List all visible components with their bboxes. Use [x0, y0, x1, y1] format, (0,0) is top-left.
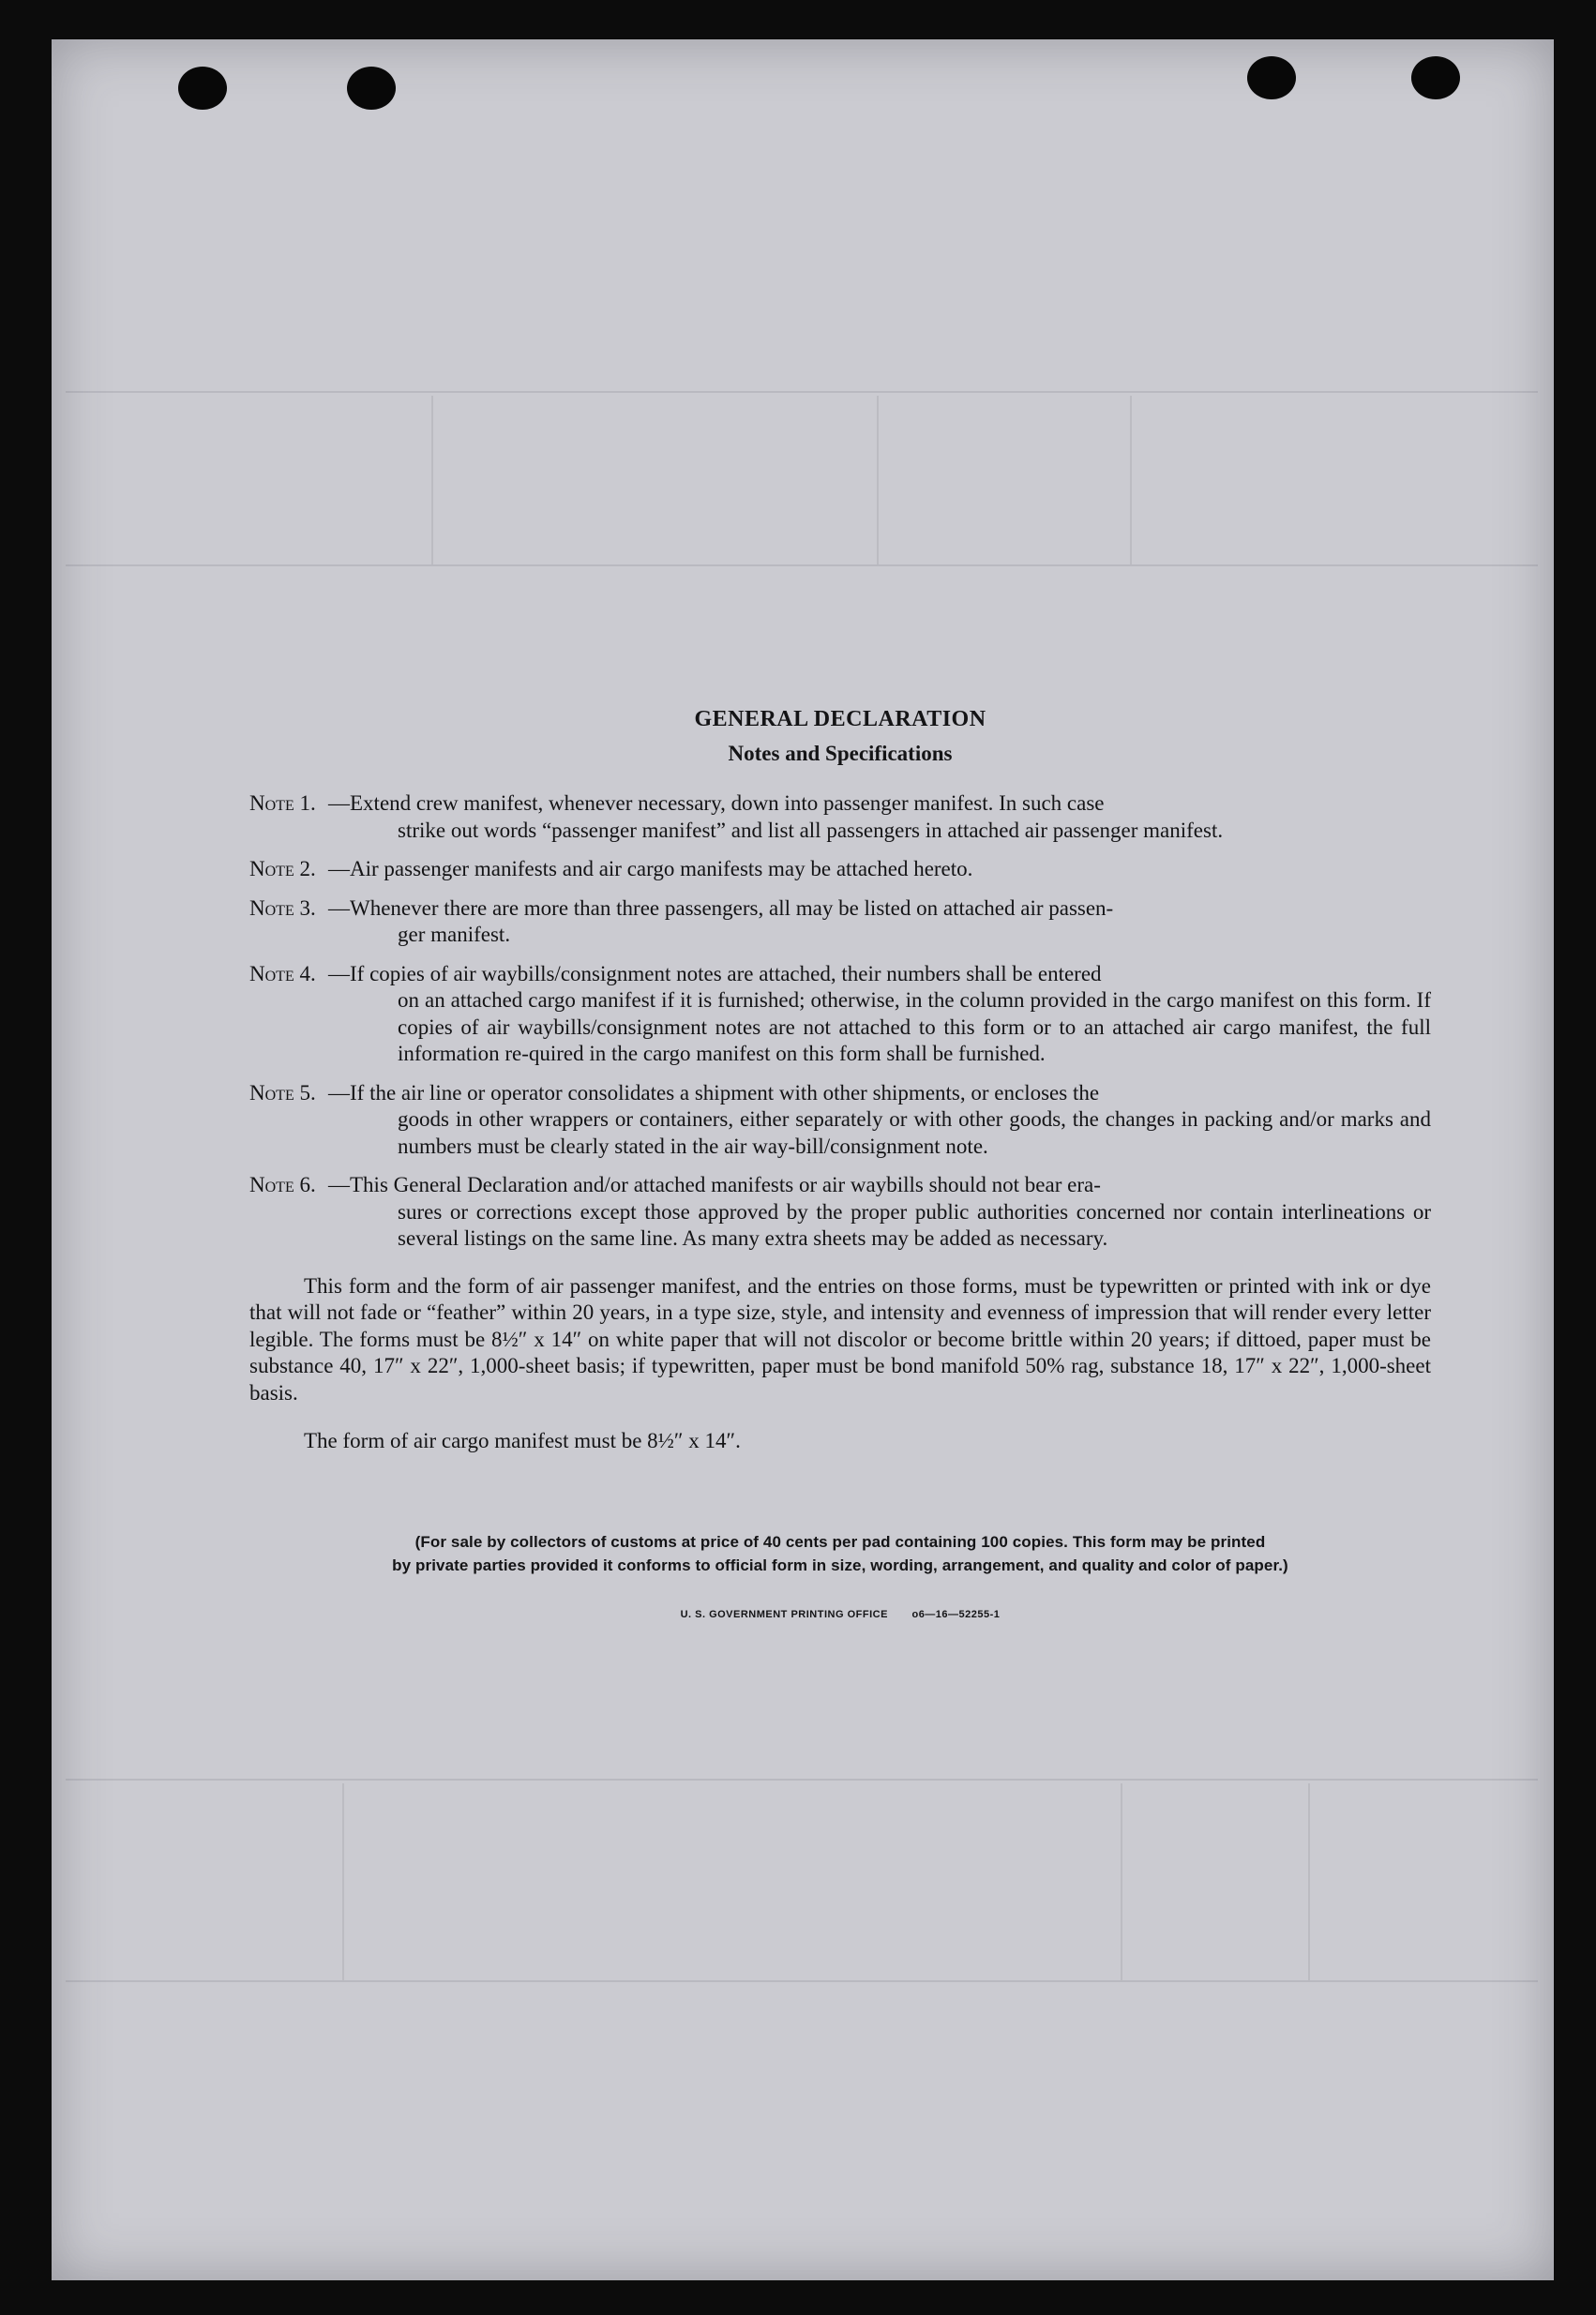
note-text: —If copies of air waybills/consignment notes are attached, their numbers shall be entered [328, 961, 1102, 985]
bleed-through-line [66, 1779, 1538, 1781]
sale-notice-line-2: by private parties provided it conforms to official form in size, wording, arrangement, and quality and color of paper.) [392, 1556, 1288, 1574]
declaration-notes [249, 707, 1431, 1620]
note-continuation: goods in other wrappers or containers, either separately or with other goods, the changes in packing and/or marks and numbers must be clearly stated in the air way-bill/consignment note. [398, 1107, 1431, 1158]
page-subtitle: Notes and Specifications [728, 742, 953, 765]
note-label: Note 6. [249, 1173, 316, 1196]
note-continuation: sures or corrections except those approved by the proper public authorities concerned nor contain interlineations or several listings on the same line. As many extra sheets may be added as necessary. [398, 1199, 1431, 1250]
note-text: —Whenever there are more than three passengers, all may be listed on attached air passen- [328, 895, 1114, 920]
note-text: —Extend crew manifest, whenever necessary, down into passenger manifest. In such case [328, 791, 1105, 815]
note-label: Note 1. [249, 791, 316, 815]
note-label: Note 2. [249, 857, 316, 880]
note-label: Note 5. [249, 1080, 316, 1105]
note-1 [249, 790, 1431, 844]
note-text: —If the air line or operator consolidates a shipment with other shipments, or encloses the [328, 1080, 1100, 1105]
bleed-through-line [877, 396, 879, 564]
document-page [52, 39, 1554, 2280]
note-text: —This General Declaration and/or attached manifests or air waybills should not bear era- [328, 1173, 1101, 1196]
page-title: GENERAL DECLARATION [694, 707, 986, 731]
note-6 [249, 1172, 1431, 1253]
printer-imprint [249, 1609, 1431, 1620]
note-4 [249, 961, 1431, 1068]
form-requirements-paragraph: This form and the form of air passenger manifest, and the entries on those forms, must be typewritten or printed with ink or dye that will not fade or “feather” within 20 years, in a type size, style, and intensity and evenness of impression that will render every letter legible. The forms must be 8½″ x 14″ on white paper that will not discolor or become brittle within 20 years; if dittoed, paper must be substance 40, 17″ x 22″, 1,000-sheet basis; if typewritten, paper must be bond manifold 50% rag, substance 18, 17″ x 22″, 1,000-sheet basis. [249, 1273, 1431, 1405]
bleed-through-line [66, 1980, 1538, 1982]
note-continuation: ger manifest. [398, 923, 511, 946]
sale-notice-line-1: (For sale by collectors of customs at price of 40 cents per pad containing 100 copies. This form may be printed [414, 1532, 1266, 1551]
note-label: Note 4. [249, 961, 316, 985]
printer-code: o6—16—52255-1 [911, 1608, 1001, 1620]
bleed-through-line [66, 564, 1538, 566]
punch-hole-3 [1247, 56, 1296, 99]
punch-hole-4 [1411, 56, 1460, 99]
bleed-through-line [431, 396, 433, 564]
note-continuation: strike out words “passenger manifest” and list all passengers in attached air passenger manifest. [398, 818, 1224, 842]
note-3 [249, 895, 1431, 949]
bleed-through-line [1130, 396, 1132, 564]
bleed-through-line [66, 391, 1538, 393]
bleed-through-line [342, 1783, 344, 1980]
note-label: Note 3. [249, 895, 316, 920]
printer-name: U. S. GOVERNMENT PRINTING OFFICE [680, 1608, 888, 1620]
cargo-manifest-size-paragraph: The form of air cargo manifest must be 8½″ x 14″. [304, 1429, 741, 1452]
sale-notice [249, 1530, 1431, 1577]
punch-hole-2 [347, 67, 396, 110]
note-2 [249, 856, 1431, 883]
note-text: —Air passenger manifests and air cargo manifests may be attached hereto. [328, 857, 973, 880]
bleed-through-line [1121, 1783, 1122, 1980]
punch-hole-1 [178, 67, 227, 110]
bleed-through-line [1308, 1783, 1310, 1980]
note-continuation: on an attached cargo manifest if it is furnished; otherwise, in the column provided in the cargo manifest on this form. If copies of air waybills/consignment notes are not attached to this form or to an attached air cargo manifest, the full information re-quired in the cargo manifest on this form shall be furnished. [398, 988, 1431, 1065]
note-5 [249, 1080, 1431, 1161]
